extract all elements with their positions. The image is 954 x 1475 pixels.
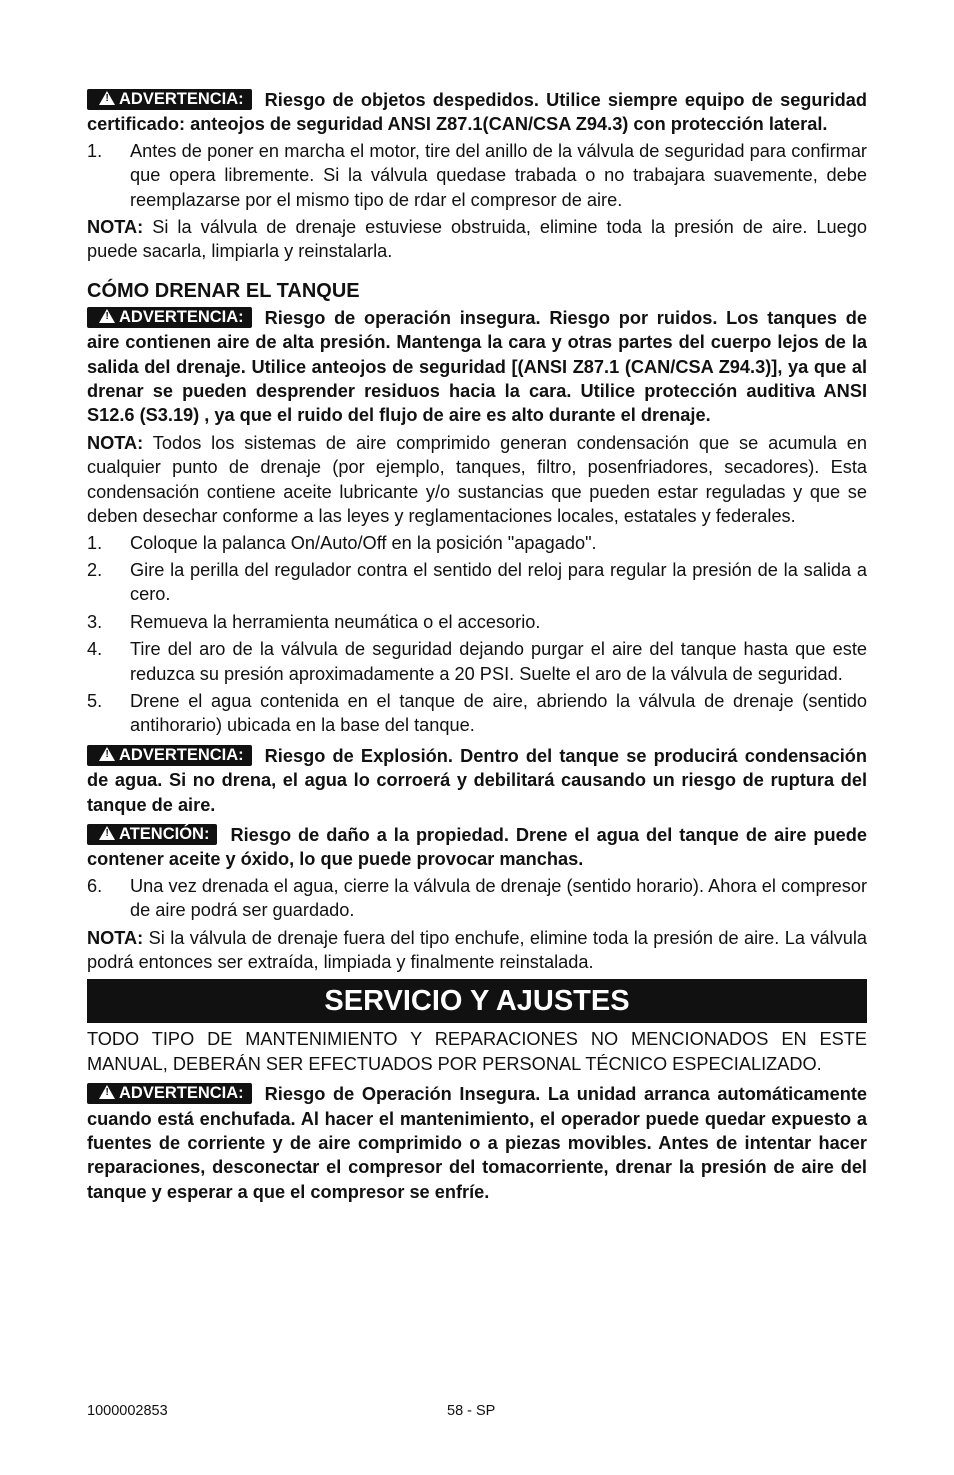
warning-text: Riesgo de objetos despedidos. Utilice siempre equipo de seguridad certificado: anteojos de seguridad ANSI Z87.1(CAN/CSA Z94.3) con protección lateral. xyxy=(87,90,867,135)
note-condensation: NOTA: Todos los sistemas de aire comprimido generan condensación que se acumula en cualquier punto de drenaje (por ejemplo, tanques, filtro, posenfriadores, secadores). Esta condensación contiene aceite lubricante y/o sustancias que pueden estar reguladas y que se deben desechar conforme a las leyes y reglamentaciones locales, estatales y federales. xyxy=(87,432,867,527)
list-item: 4. Tire del aro de la válvula de seguridad dejando purgar el aire del tanque hasta que este reduzca su presión aproximadamente a 20 PSI. Suelte el aro de la válvula de seguridad. xyxy=(87,639,867,684)
warning-badge-label: ADVERTENCIA: xyxy=(119,90,244,108)
document-number: 1000002853 xyxy=(87,1403,168,1419)
manual-page xyxy=(87,88,867,1204)
list-item: 3. Remueva la herramienta neumática o el accesorio. xyxy=(87,611,541,632)
warning-auto-start: ! ADVERTENCIA: Riesgo de Operación Insegura. La unidad arranca automáticamente cuando está enchufada. Al hacer el mantenimiento, el operador puede quedar expuesto a fuentes de corriente y de aire comprimido o a piezas movibles. Antes de intentar hacer reparaciones, desconectar el compresor del tomacorriente, drenar la presión de aire del tanque y esperar a que el compresor se enfríe. xyxy=(87,1084,867,1202)
note-plug-valve: NOTA: Si la válvula de drenaje fuera del tipo enchufe, elimine toda la presión de aire. La válvula podrá entonces ser extraída, limpiada y finalmente reinstalada. xyxy=(87,927,867,972)
page-number: 58 - SP xyxy=(447,1403,496,1419)
list-item: 1. Antes de poner en marcha el motor, tire del anillo de la válvula de seguridad para confirmar que opera libremente. Si la válvula quedase trabada o no trabajara suavemente, debe reemplazarse por el mismo tipo de rdar el compresor de aire. xyxy=(87,140,867,210)
list-item: 5. Drene el agua contenida en el tanque de aire, abriendo la válvula de drenaje (sentido antihorario) ubicada en la base del tanque. xyxy=(87,690,867,736)
safety-valve-steps xyxy=(87,139,867,212)
list-item: 6. Una vez drenada el agua, cierre la válvula de drenaje (sentido horario). Ahora el compresor de aire podrá ser guardado. xyxy=(87,875,867,921)
list-item: 2. Gire la perilla del regulador contra el sentido del reloj para regular la presión de la salida a cero. xyxy=(87,559,867,605)
list-item: 1. Coloque la palanca On/Auto/Off en la posición "apagado". xyxy=(87,532,597,553)
caution-property-damage: ! ATENCIÓN: Riesgo de daño a la propiedad. Drene el agua del tanque de aire puede contener aceite y óxido, lo que puede provocar manchas. xyxy=(87,824,867,870)
drain-steps-continued xyxy=(87,874,867,923)
warning-triangle-icon: ! xyxy=(99,309,115,323)
warning-triangle-icon: ! xyxy=(99,91,115,105)
warning-badge: ! ADVERTENCIA: xyxy=(87,1083,252,1104)
warning-badge xyxy=(87,89,252,110)
caution-badge: ! ATENCIÓN: xyxy=(87,824,217,845)
warning-badge: ! ADVERTENCIA: xyxy=(87,745,252,766)
section-heading-drain-tank: CÓMO DRENAR EL TANQUE xyxy=(87,279,360,302)
drain-steps xyxy=(87,531,867,738)
caution-triangle-icon: ! xyxy=(99,826,115,840)
warning-triangle-icon: ! xyxy=(99,747,115,761)
warning-flying-objects xyxy=(87,88,867,137)
note-drain-valve: NOTA: Si la válvula de drenaje estuviese obstruida, elimine toda la presión de aire. Luego puede sacarla, limpiarla y reinstalarla. xyxy=(87,217,867,262)
warning-explosion: ! ADVERTENCIA: Riesgo de Explosión. Dentro del tanque se producirá condensación de agua. Si no drena, el agua lo corroerá y debilitará causando un riesgo de ruptura del tanque de aire. xyxy=(87,745,867,815)
warning-triangle-icon: ! xyxy=(99,1085,115,1099)
note-label: NOTA: xyxy=(87,217,144,238)
section-banner-service: SERVICIO Y AJUSTES xyxy=(87,979,867,1023)
service-intro: TODO TIPO DE MANTENIMIENTO Y REPARACIONES NO MENCIONADOS EN ESTE MANUAL, DEBERÁN SER EFECTUADOS POR PERSONAL TÉCNICO ESPECIALIZADO. xyxy=(87,1029,867,1074)
warning-badge: ! ADVERTENCIA: xyxy=(87,307,252,328)
warning-unsafe-operation: ! ADVERTENCIA: Riesgo de operación insegura. Riesgo por ruidos. Los tanques de aire contienen aire de alta presión. Mantenga la cara y otras partes del cuerpo lejos de la salida del drenaje. Utilice anteojos de seguridad [(ANSI Z87.1 (CAN/CSA Z94.3)], ya que al drenar se pueden desprender residuos hacia la cara. Utilice protección auditiva ANSI S12.6 (S3.19) , ya que el ruido del flujo de aire es alto durante el drenaje. xyxy=(87,307,867,426)
